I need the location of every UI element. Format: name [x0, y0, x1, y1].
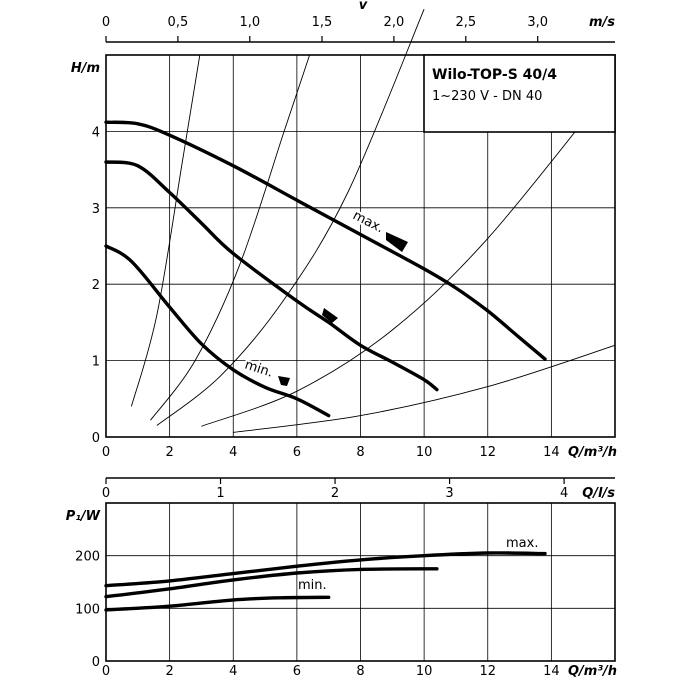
- power-y-tick-label: 100: [75, 602, 100, 618]
- velocity-tick-label: 2,0: [383, 15, 405, 30]
- power-x-tick-label: 12: [479, 664, 497, 679]
- head-x-tick-label: 4: [229, 445, 238, 460]
- head-x-tick-label: 14: [543, 445, 560, 460]
- power-x-tick-label: 6: [292, 664, 302, 679]
- power-x-tick-label: 0: [101, 664, 111, 679]
- flow-ls-tick-label: 1: [216, 486, 225, 501]
- flow-ls-tick-label: 0: [101, 486, 111, 501]
- power-y-axis-label: P₁/W: [65, 509, 100, 524]
- power-x-axis-label: Q/m³/h: [567, 664, 617, 679]
- speed-marker-min: [278, 376, 290, 386]
- flow-ls-tick-label: 3: [445, 486, 454, 501]
- power-y-tick-label: 200: [75, 549, 100, 565]
- head-x-tick-label: 2: [165, 445, 174, 460]
- head-x-tick-label: 0: [101, 445, 111, 460]
- velocity-tick-label: 2,5: [455, 15, 477, 30]
- power-curve-label-min: min.: [298, 578, 327, 593]
- power-x-tick-label: 4: [229, 664, 238, 679]
- head-x-tick-label: 10: [415, 445, 433, 460]
- head-curve-label-min: min.: [242, 357, 275, 381]
- chart-title: Wilo-TOP-S 40/4: [432, 67, 557, 83]
- head-x-tick-label: 8: [356, 445, 365, 460]
- system-curve-line: [131, 55, 199, 406]
- flow-ls-axis-unit: Q/l/s: [582, 486, 615, 501]
- power-x-tick-label: 10: [415, 664, 433, 679]
- head-y-tick-label: 1: [91, 354, 100, 370]
- head-x-axis-label: Q/m³/h: [567, 445, 617, 460]
- head-y-tick-label: 0: [91, 431, 100, 446]
- velocity-axis-unit: m/s: [588, 15, 615, 30]
- velocity-tick-label: 0,5: [167, 15, 189, 30]
- power-y-tick-label: 0: [91, 655, 100, 670]
- head-y-tick-label: 2: [91, 278, 100, 294]
- head-curve-line: [106, 246, 329, 416]
- head-curve-line: [106, 122, 545, 359]
- head-curve-line: [106, 162, 437, 390]
- power-x-tick-label: 14: [543, 664, 560, 679]
- head-curve-label-max: max.: [350, 208, 386, 237]
- velocity-tick-label: 3,0: [527, 15, 549, 30]
- head-y-tick-label: 4: [91, 125, 100, 141]
- power-curve-label-max: max.: [506, 536, 539, 551]
- velocity-tick-label: 1,0: [239, 15, 261, 30]
- power-x-tick-label: 8: [356, 664, 365, 679]
- velocity-axis-title: v: [358, 0, 368, 13]
- system-curve-line: [151, 55, 310, 420]
- flow-ls-tick-label: 2: [330, 486, 340, 501]
- head-x-tick-label: 6: [292, 445, 302, 460]
- power-x-tick-label: 2: [165, 664, 174, 679]
- head-y-axis-label: H/m: [70, 61, 100, 76]
- head-x-tick-label: 12: [479, 445, 497, 460]
- velocity-tick-label: 1,5: [311, 15, 333, 30]
- chart-subtitle: 1~230 V - DN 40: [432, 89, 543, 104]
- flow-ls-tick-label: 4: [559, 486, 569, 501]
- head-y-tick-label: 3: [91, 201, 100, 217]
- velocity-tick-label: 0: [101, 15, 111, 30]
